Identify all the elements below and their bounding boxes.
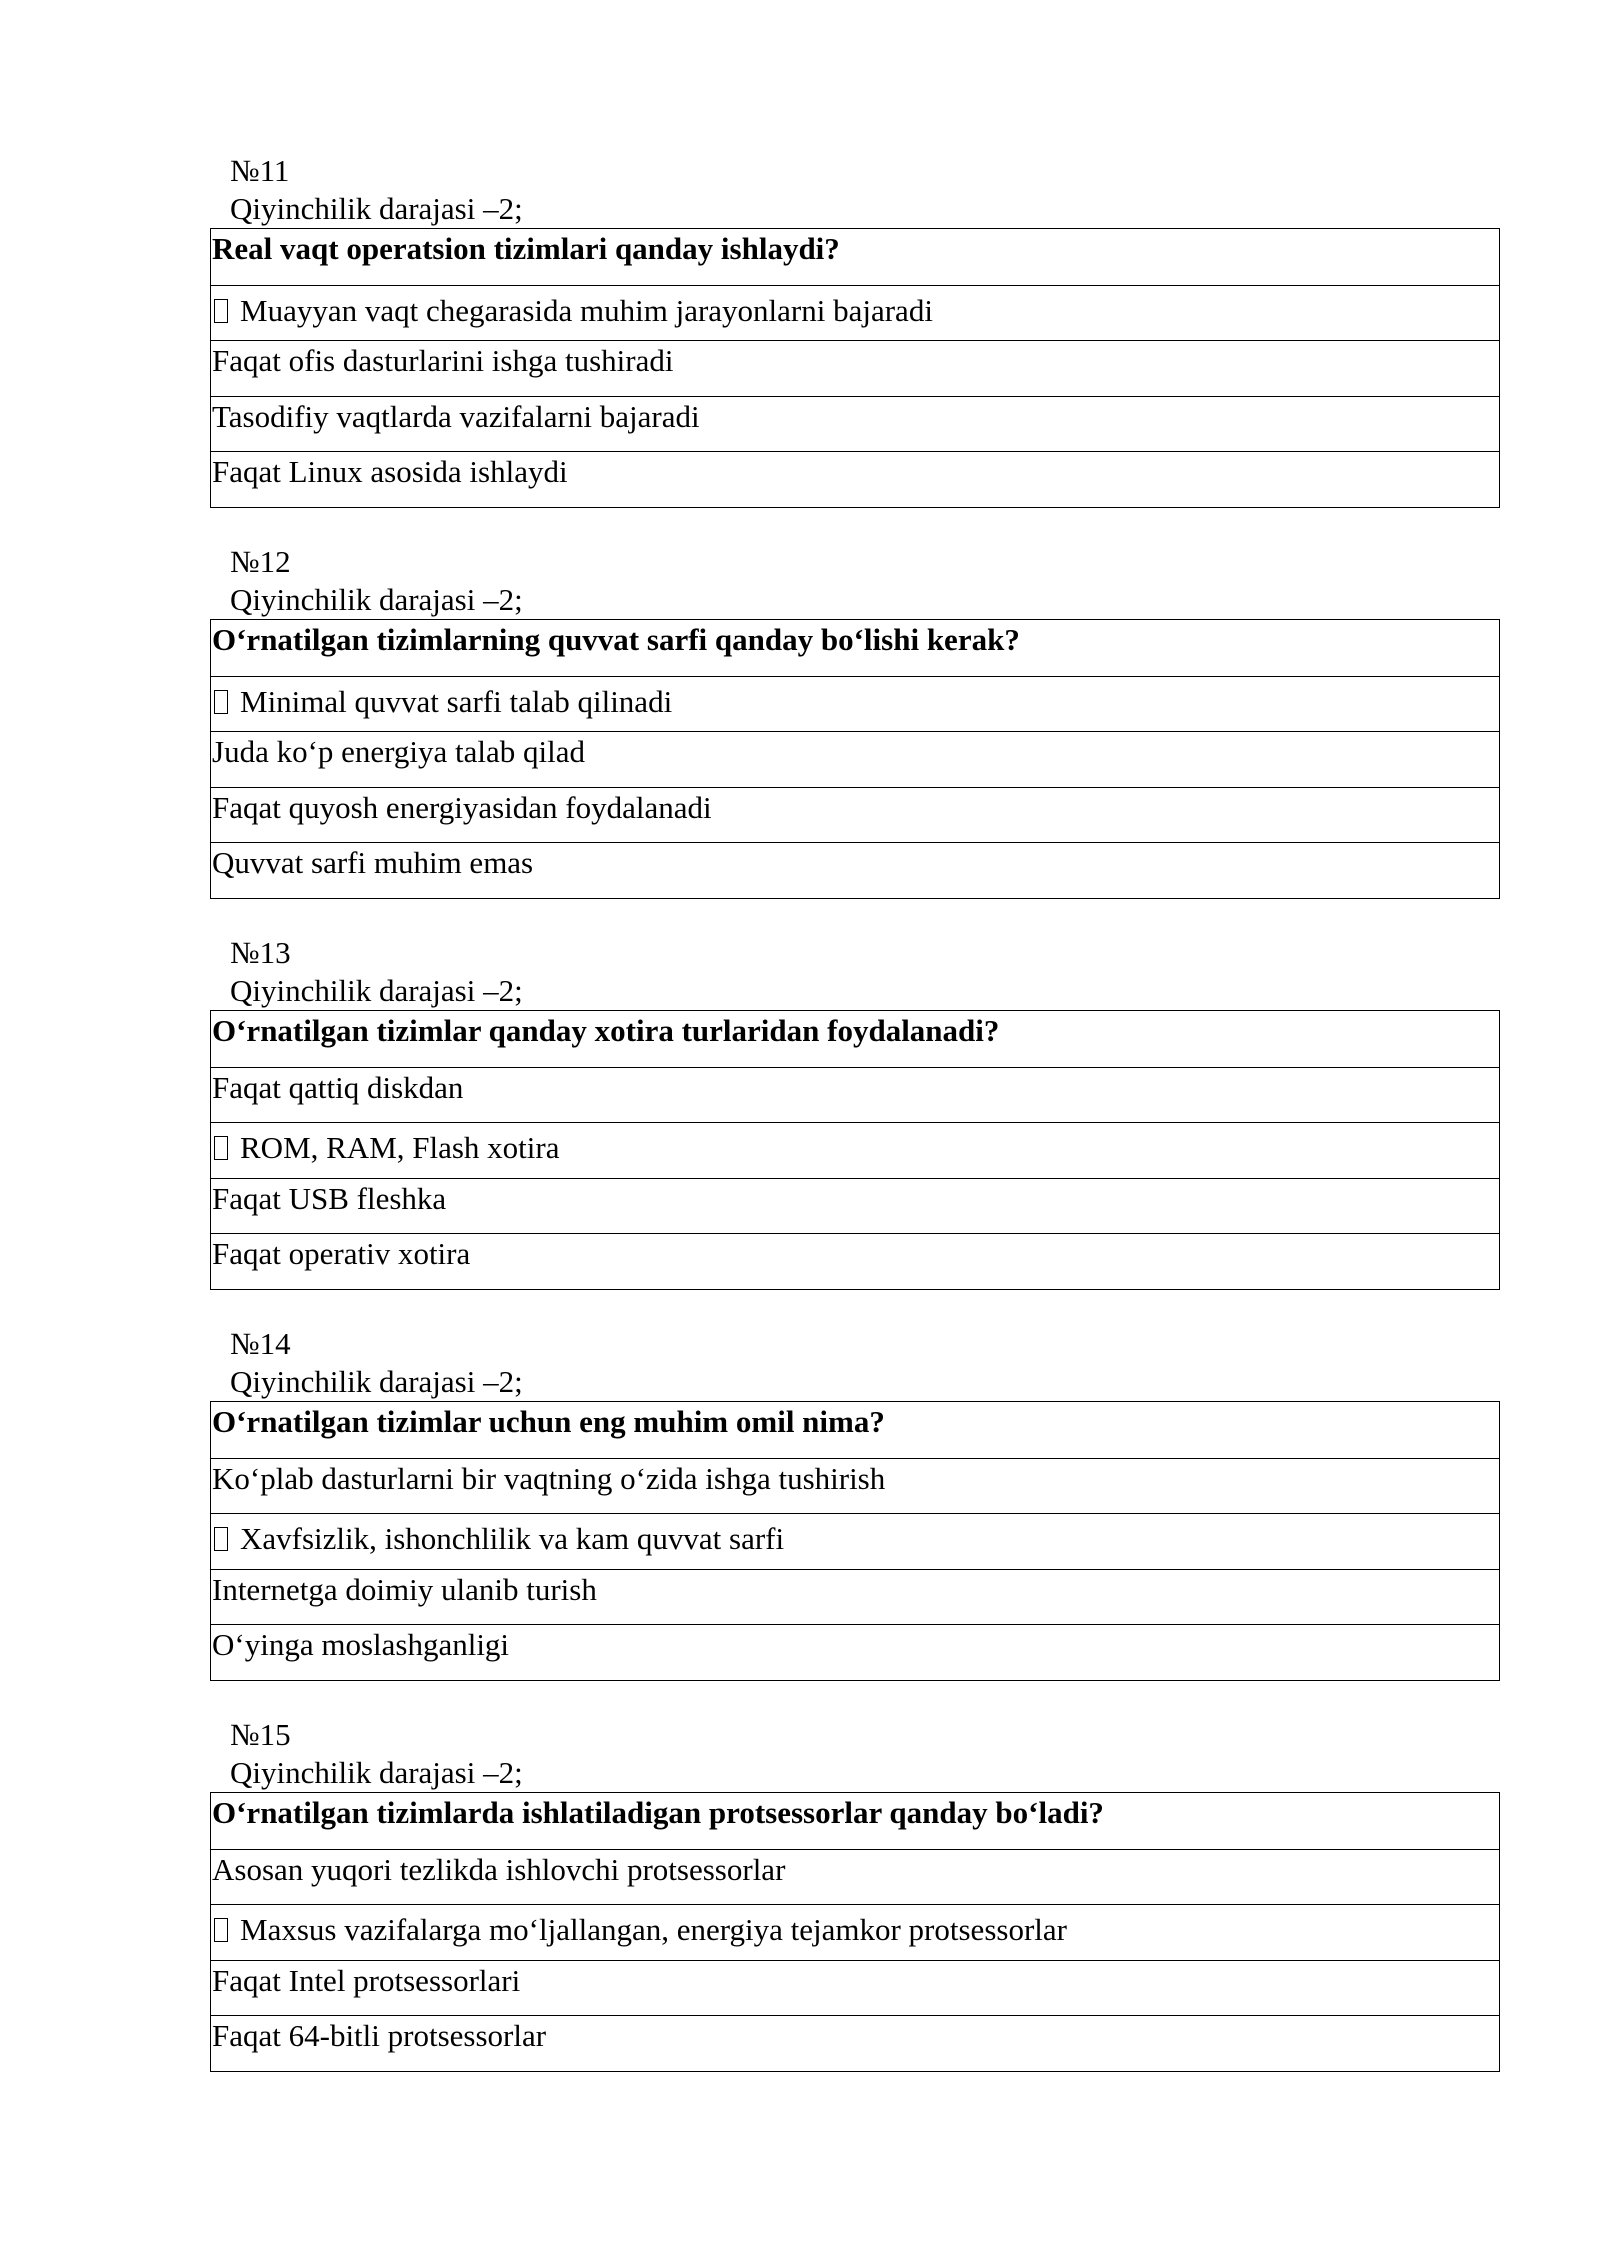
question-table (210, 1792, 1500, 2072)
answer-option: Tasodifiy vaqtlarda vazifalarni bajaradi (211, 396, 1499, 452)
answer-text: ROM, RAM, Flash xotira (240, 1130, 560, 1165)
answer-option: Faqat quyosh energiyasidan foydalanadi (211, 787, 1499, 843)
answer-text: Maxsus vazifalarga mo‘ljallangan, energiya tejamkor protsessorlar (240, 1912, 1067, 1947)
question-table (210, 1401, 1500, 1681)
answer-option-marked (211, 1122, 1499, 1178)
question-number: №13 (230, 935, 291, 970)
answer-text: Minimal quvvat sarfi talab qilinadi (240, 683, 673, 719)
difficulty-level: Qiyinchilik darajasi –2; (230, 973, 523, 1008)
answer-text: Muayyan vaqt chegarasida muhim jarayonlarni bajaradi (240, 292, 933, 328)
answer-option: Faqat 64-bitli protsessorlar (211, 2015, 1499, 2071)
question-text: O‘rnatilgan tizimlar uchun eng muhim omil nima? (212, 1404, 885, 1439)
question-block-12 (210, 543, 1500, 899)
answer-option: Faqat ofis dasturlarini ishga tushiradi (211, 340, 1499, 396)
checkbox-icon (214, 1918, 228, 1942)
question-block-14 (210, 1325, 1500, 1681)
question-text: O‘rnatilgan tizimlarda ishlatiladigan protsessorlar qanday bo‘ladi? (212, 1795, 1104, 1830)
answer-option: O‘yinga moslashganligi (211, 1624, 1499, 1680)
answer-text: Xavfsizlik, ishonchlilik va kam quvvat sarfi (240, 1521, 785, 1556)
answer-option: Quvvat sarfi muhim emas (211, 842, 1499, 898)
answer-option-marked (211, 1904, 1499, 1960)
question-text: Real vaqt operatsion tizimlari qanday ishlaydi? (212, 231, 840, 266)
question-table (210, 228, 1500, 508)
question-text: O‘rnatilgan tizimlarning quvvat sarfi qanday bo‘lishi kerak? (212, 622, 1020, 657)
checkbox-icon (214, 1527, 228, 1551)
question-table (210, 1010, 1500, 1290)
answer-option: Juda ko‘p energiya talab qilad (211, 731, 1499, 787)
answer-option: Ko‘plab dasturlarni bir vaqtning o‘zida ishga tushirish (211, 1458, 1499, 1514)
question-number: №14 (230, 1326, 291, 1361)
checkbox-icon (214, 1136, 228, 1160)
difficulty-level: Qiyinchilik darajasi –2; (230, 1755, 523, 1790)
difficulty-level: Qiyinchilik darajasi –2; (230, 191, 523, 226)
checkbox-icon (214, 299, 228, 323)
question-number: №12 (230, 544, 291, 579)
answer-option-marked (211, 285, 1499, 341)
answer-option-marked (211, 676, 1499, 732)
answer-option: Faqat USB fleshka (211, 1178, 1499, 1234)
difficulty-level: Qiyinchilik darajasi –2; (230, 1364, 523, 1399)
answer-option: Faqat operativ xotira (211, 1233, 1499, 1289)
question-number: №11 (230, 153, 290, 188)
question-table (210, 619, 1500, 899)
answer-option: Faqat Intel protsessorlari (211, 1960, 1499, 2016)
difficulty-level: Qiyinchilik darajasi –2; (230, 582, 523, 617)
answer-option: Internetga doimiy ulanib turish (211, 1569, 1499, 1625)
question-text: O‘rnatilgan tizimlar qanday xotira turlaridan foydalanadi? (212, 1013, 1000, 1048)
question-block-15 (210, 1716, 1500, 2072)
checkbox-icon (214, 690, 228, 714)
answer-option-marked (211, 1513, 1499, 1569)
answer-option: Faqat qattiq diskdan (211, 1067, 1499, 1123)
answer-option: Faqat Linux asosida ishlaydi (211, 451, 1499, 507)
answer-option: Asosan yuqori tezlikda ishlovchi protsessorlar (211, 1849, 1499, 1905)
question-number: №15 (230, 1717, 291, 1752)
question-block-13 (210, 934, 1500, 1290)
question-block-11 (210, 152, 1500, 508)
